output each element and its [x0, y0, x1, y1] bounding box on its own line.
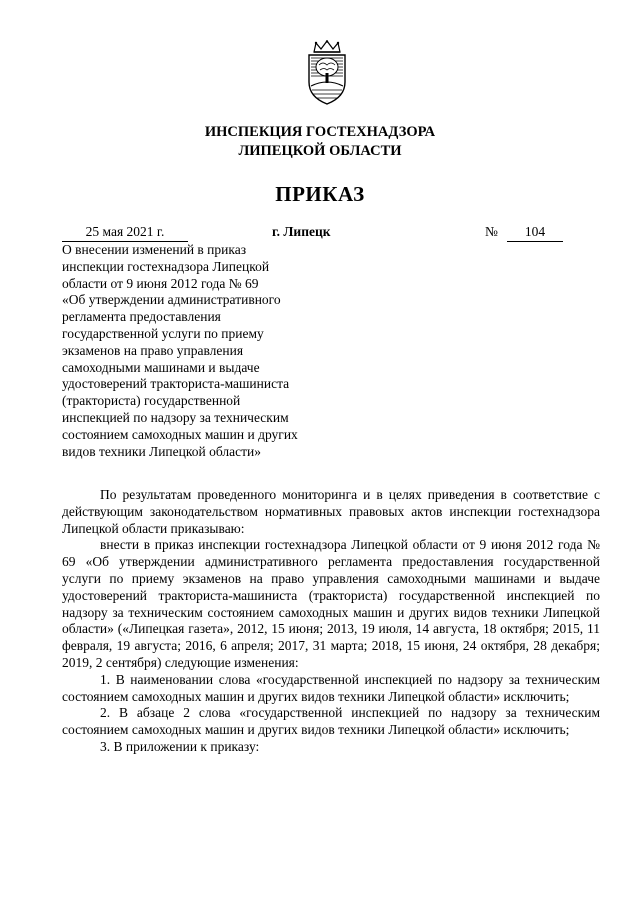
body-paragraph: 2. В абзаце 2 слова «государственной инспекцией по надзору за техническим состоянием самоходных машин и других видов техники Липецкой области» исключить;	[62, 705, 600, 738]
subject-line: регламента предоставления	[62, 309, 221, 325]
subject-line: состоянием самоходных машин и других	[62, 426, 298, 442]
order-number: 104	[507, 223, 563, 242]
subject-line: видов техники Липецкой области»	[62, 443, 261, 459]
order-body	[62, 487, 600, 756]
subject-line: удостоверений тракториста-машиниста	[62, 376, 290, 392]
subject-line: государственной услуги по приему	[62, 325, 264, 341]
body-paragraph: По результатам проведенного мониторинга и в целях приведения в соответствие с действующим законодательством нормативных правовых актов инспекции гостехнадзора Липецкой области приказываю:	[62, 487, 600, 536]
lipetsk-coat-of-arms-icon	[302, 40, 352, 106]
order-subject	[62, 242, 362, 460]
body-paragraph: 1. В наименовании слова «государственной инспекцией по надзору за техническим состоянием самоходных машин и других видов техники Липецкой области» исключить;	[62, 671, 600, 704]
order-date: 25 мая 2021 г.	[62, 223, 188, 242]
subject-line: области от 9 июня 2012 года № 69	[62, 275, 259, 291]
document-title: ПРИКАЗ	[275, 182, 365, 206]
subject-line: инспекцией по надзору за техническим	[62, 409, 289, 425]
subject-line: экзаменов на право управления	[62, 342, 244, 358]
body-paragraph: 3. В приложении к приказу:	[100, 738, 260, 754]
organization-name-line2: ЛИПЕЦКОЙ ОБЛАСТИ	[238, 143, 402, 159]
subject-line: самоходными машинами и выдаче	[62, 359, 260, 375]
subject-line: О внесении изменений в приказ	[62, 242, 247, 257]
subject-line: инспекции гостехнадзора Липецкой	[62, 258, 270, 274]
organization-name-line1: ИНСПЕКЦИЯ ГОСТЕХНАДЗОРА	[204, 124, 436, 140]
order-number-label: №	[485, 224, 498, 239]
subject-line: (тракториста) государственной	[62, 393, 241, 409]
order-city: г. Липецк	[272, 224, 331, 239]
subject-line: «Об утверждении административного	[62, 292, 281, 308]
body-paragraph: внести в приказ инспекции гостехнадзора Липецкой области от 9 июня 2012 года № 69 «Об утверждении административного регламента предоставления государственной услуги по приему экзаменов на право управления самоходными машинами и выдаче удостоверений тракториста-машиниста (тракториста) государственной инспекцией по надзору за техническим состоянием самоходных машин и других видов техники Липецкой области» («Липецкая газета», 2012, 15 июня; 2013, 19 июля, 14 августа, 18 октября; 2015, 11 февраля, 19 августа; 2016, 6 апреля; 2017, 31 марта; 2018, 15 июня, 24 октября, 28 декабря; 2019, 2 сентября) следующие изменения:	[62, 537, 600, 670]
